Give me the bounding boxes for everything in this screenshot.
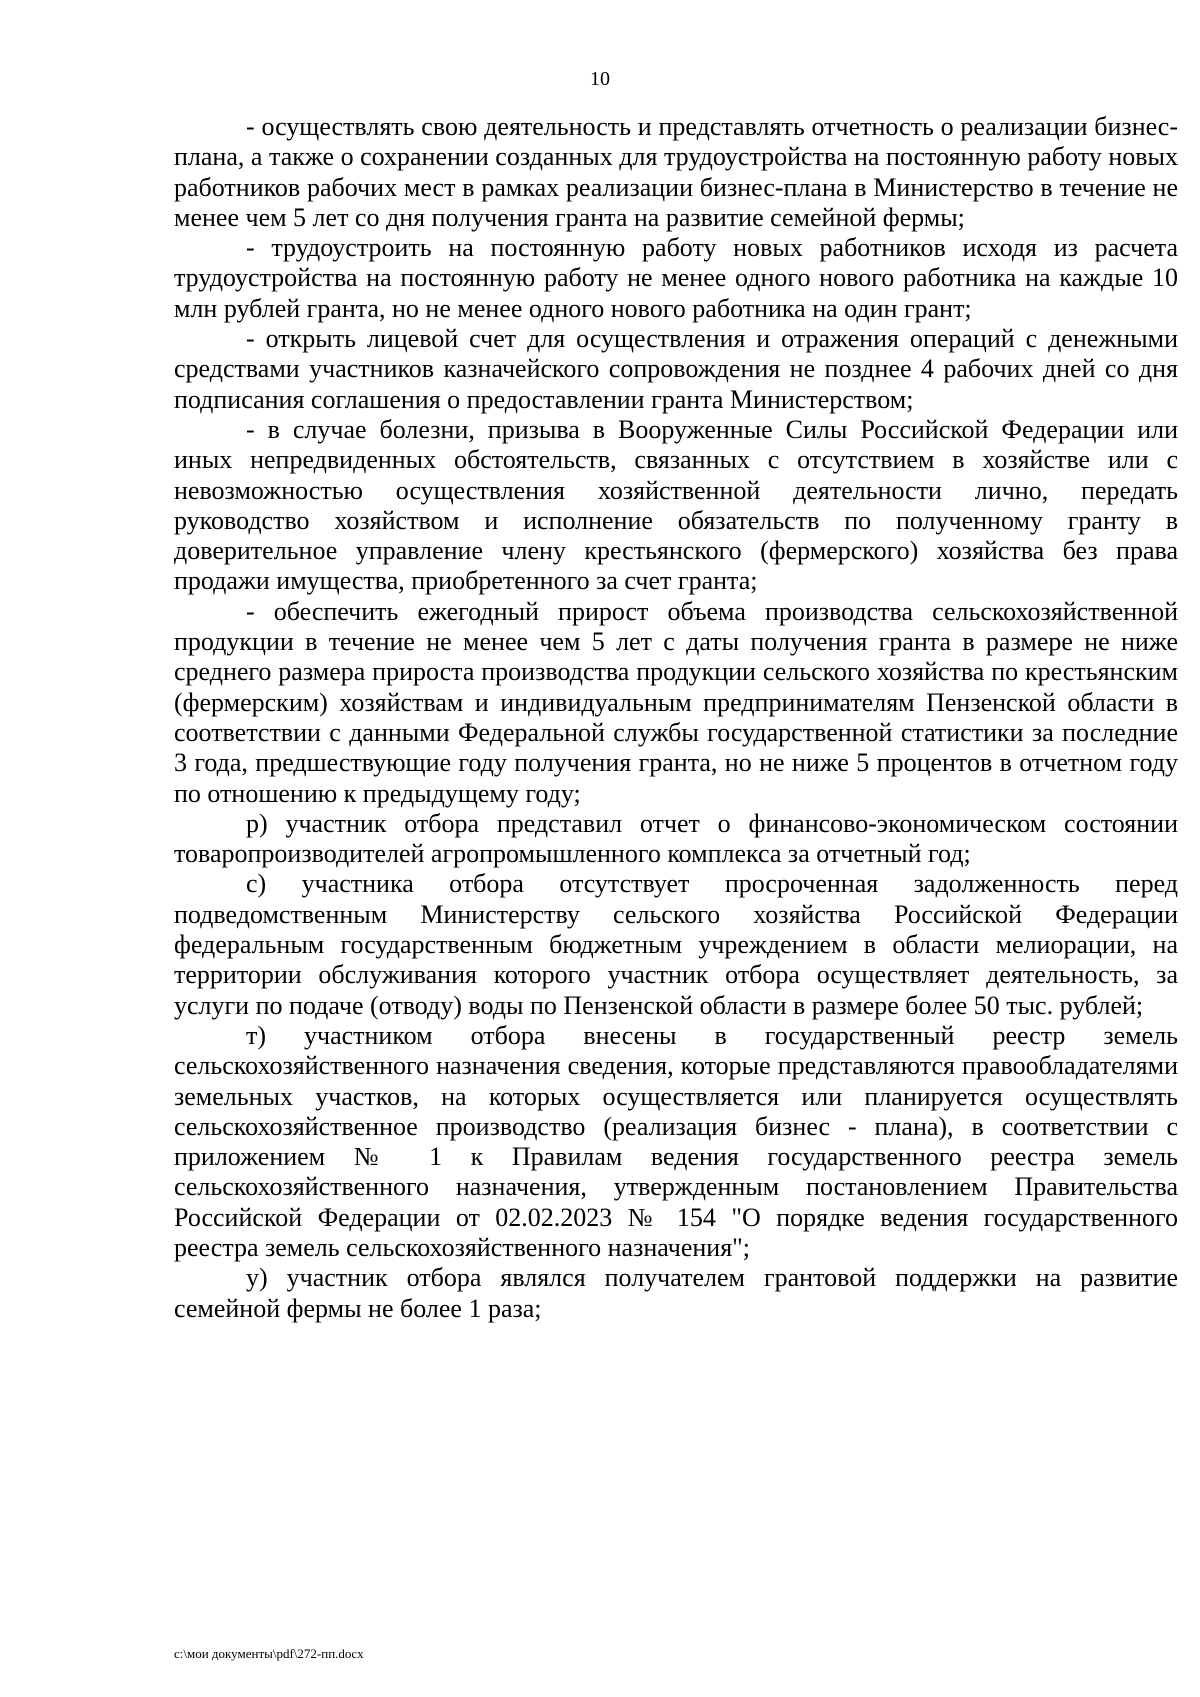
paragraph-u-grant-limit: у) участник отбора являлся получателем грантовой поддержки на развитие семейной фермы не более 1 раза; bbox=[174, 1263, 1178, 1323]
paragraph-production-growth: - обеспечить ежегодный прирост объема производства сельскохозяйственной продукции в течение не менее чем 5 лет с даты получения гранта в размере не ниже среднего размера прироста производства продукции сельского хозяйства по крестьянским (фермерским) хозяйствам и индивидуальным предпринимателям Пензенской области в соответствии с данными Федеральной службы государственной статистики за последние 3 года, предшествующие году получения гранта, но не ниже 5 процентов в отчетном году по отношению к предыдущему году; bbox=[174, 596, 1178, 808]
paragraph-reporting: - осуществлять свою деятельность и представлять отчетность о реализации бизнес-плана, а также о сохранении созданных для трудоустройства на постоянную работу новых работников рабочих мест в рамках реализации бизнес-плана в Министерство в течение не менее чем 5 лет со дня получения гранта на развитие семейной фермы; bbox=[174, 112, 1178, 232]
page-number: 10 bbox=[590, 68, 610, 90]
paragraph-trust-management: - в случае болезни, призыва в Вооруженные Силы Российской Федерации или иных непредвиденных обстоятельств, связанных с отсутствием в хозяйстве или с невозможностью осуществления хозяйственной деятельности лично, передать руководство хозяйством и исполнение обязательств по полученному гранту в доверительное управление члену крестьянского (фермерского) хозяйства без права продажи имущества, приобретенного за счет гранта; bbox=[174, 414, 1178, 596]
paragraph-treasury-account: - открыть лицевой счет для осуществления и отражения операций с денежными средствами участников казначейского сопровождения не позднее 4 рабочих дней со дня подписания соглашения о предоставлении гранта Министерством; bbox=[174, 324, 1178, 414]
footer-file-path: c:\мои документы\pdf\272-пп.docx bbox=[174, 1646, 364, 1661]
paragraph-t-land-registry: т) участником отбора внесены в государственный реестр земель сельскохозяйственного назначения сведения, которые представляются правообладателями земельных участков, на которых осуществляется или планируется осуществлять сельскохозяйственное производство (реализация бизнес - плана), в соответствии с приложением № 1 к Правилам ведения государственного реестра земель сельскохозяйственного назначения, утвержденным постановлением Правительства Российской Федерации от 02.02.2023 № 154 "О порядке ведения государственного реестра земель сельскохозяйственного назначения"; bbox=[174, 1020, 1178, 1262]
document-body bbox=[174, 112, 1178, 1324]
paragraph-r-report: р) участник отбора представил отчет о финансово-экономическом состоянии товаропроизводителей агропромышленного комплекса за отчетный год; bbox=[174, 808, 1178, 869]
paragraph-employment: - трудоустроить на постоянную работу новых работников исходя из расчета трудоустройства на постоянную работу не менее одного нового работника на каждые 10 млн рублей гранта, но не менее одного нового работника на один грант; bbox=[174, 233, 1178, 323]
paragraph-s-debt: с) участника отбора отсутствует просроченная задолженность перед подведомственным Министерству сельского хозяйства Российской Федерации федеральным государственным бюджетным учреждением в области мелиорации, на территории обслуживания которого участник отбора осуществляет деятельность, за услуги по подаче (отводу) воды по Пензенской области в размере более 50 тыс. рублей; bbox=[174, 869, 1178, 1020]
